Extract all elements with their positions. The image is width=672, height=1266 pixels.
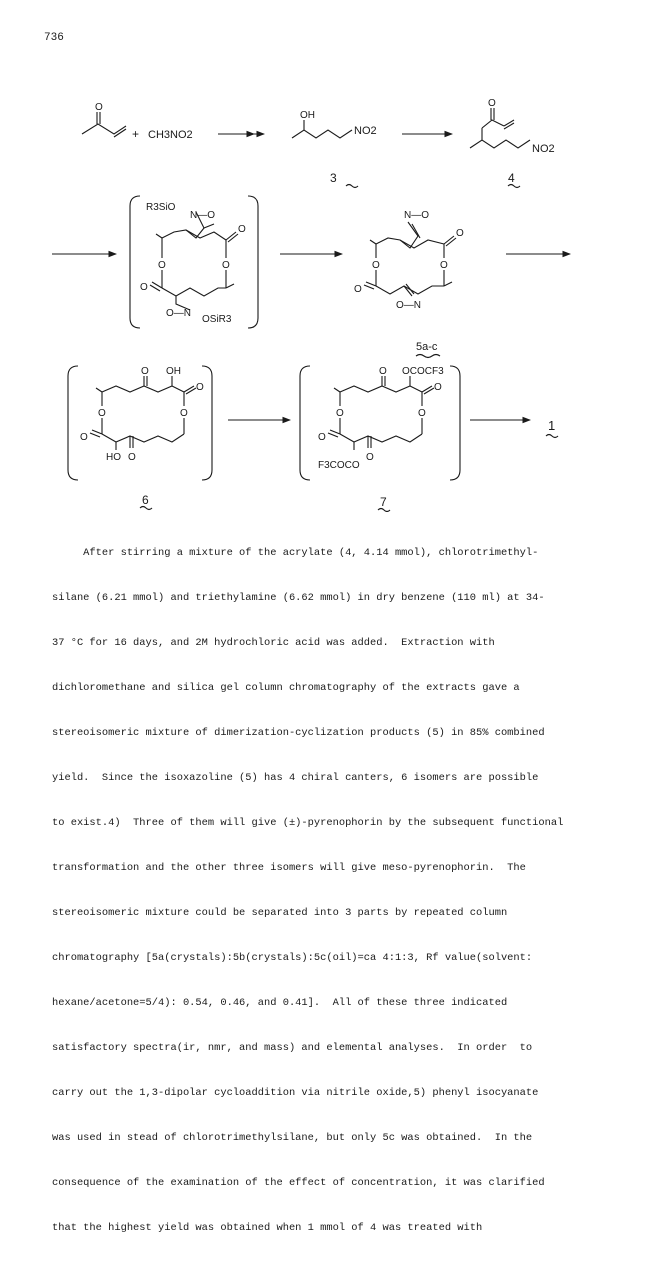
- iso-o-ring-l-label: O: [372, 260, 380, 271]
- text-line: After stirring a mixture of the acrylate (4, 4.14 mmol), chlorotrimethyl-: [52, 547, 539, 559]
- c6-o-right-label: O: [196, 382, 204, 393]
- text-line: satisfactory spectra(ir, nmr, and mass) and elemental analyses. In order to: [52, 1042, 533, 1054]
- iso-o-ring-r-label: O: [440, 260, 448, 271]
- iso-o-right-label: O: [456, 228, 464, 239]
- bracket-right-dimer: [248, 196, 258, 328]
- bracket-left-dimer: [130, 196, 140, 328]
- dimer-o-ring-r-label: O: [222, 260, 230, 271]
- text-line: stereoisomeric mixture could be separated into 3 parts by repeated column: [52, 907, 508, 919]
- compound-label-5ac: 5a-c: [416, 341, 438, 353]
- cmpd4-o-label: O: [488, 98, 496, 109]
- text-line: yield. Since the isoxazoline (5) has 4 chiral canters, 6 isomers are possible: [52, 772, 539, 784]
- compound-label-4: 4: [508, 171, 515, 185]
- cmpd4-no2-label: NO2: [532, 143, 555, 155]
- c6-o-ring-r-label: O: [180, 408, 188, 419]
- c7-o-left-label: O: [318, 432, 326, 443]
- plus-sign: +: [132, 127, 140, 141]
- bracket-left-7: [300, 366, 310, 480]
- c7-o-bottom-label: O: [366, 452, 374, 463]
- dimer-osir3-label: OSiR3: [202, 314, 232, 325]
- text-line: chromatography [5a(crystals):5b(crystals):5c(oil)=ca 4:1:3, Rf value(solvent:: [52, 952, 533, 964]
- reaction-scheme: [0, 0, 672, 512]
- text-line: 37 °C for 16 days, and 2M hydrochloric acid was added. Extraction with: [52, 637, 495, 649]
- compound-label-7: 7: [380, 495, 387, 509]
- bracket-right-7: [450, 366, 460, 480]
- c6-o-label: O: [141, 366, 149, 377]
- isoxazoline-dimer-structure: [364, 222, 456, 296]
- text-line: silane (6.21 mmol) and triethylamine (6.62 mmol) in dry benzene (110 ml) at 34-: [52, 592, 545, 604]
- iso-o-left-label: O: [354, 284, 362, 295]
- text-line: was used in stead of chlorotrimethylsilane, but only 5c was obtained. In the: [52, 1132, 533, 1144]
- compound-4-structure: [470, 108, 530, 148]
- dimer-r3sio-label: R3SiO: [146, 202, 176, 213]
- body-paragraph: [52, 516, 642, 1266]
- page-number: 736: [44, 32, 64, 44]
- iso-no-top-label: N—O: [404, 210, 429, 221]
- bracket-left-6: [68, 366, 78, 480]
- compound-label-1: 1: [548, 418, 556, 433]
- methyl-vinyl-ketone-structure: [82, 112, 126, 137]
- text-line: transformation and the other three isomers will give meso-pyrenophorin. The: [52, 862, 526, 874]
- nitromethane-label: CH3NO2: [148, 129, 193, 141]
- compound-3-structure: [292, 120, 352, 138]
- c6-oh-label: OH: [166, 366, 181, 377]
- text-line: stereoisomeric mixture of dimerization-cyclization products (5) in 85% combined: [52, 727, 545, 739]
- label-5ac-tilde: [416, 355, 440, 358]
- dimer-o-left-label: O: [140, 282, 148, 293]
- c7-o-right-label: O: [434, 382, 442, 393]
- c7-o-label: O: [379, 366, 387, 377]
- c6-o-bottom-label: O: [128, 452, 136, 463]
- c7-ococf3-label: OCOCF3: [402, 366, 444, 377]
- dimer-no-top-label: N—O: [190, 210, 215, 221]
- iso-on-bottom-label: O—N: [396, 300, 421, 311]
- dimer-o-right-label: O: [238, 224, 246, 235]
- cmpd3-oh-label: OH: [300, 110, 315, 121]
- c7-f3coco-label: F3COCO: [318, 460, 360, 471]
- dimer-o-ring-l-label: O: [158, 260, 166, 271]
- reactant-o-label: O: [95, 102, 103, 113]
- text-line: carry out the 1,3-dipolar cycloaddition via nitrile oxide,5) phenyl isocyanate: [52, 1087, 539, 1099]
- c7-o-ring-r-label: O: [418, 408, 426, 419]
- c6-o-ring-l-label: O: [98, 408, 106, 419]
- c6-o-left-label: O: [80, 432, 88, 443]
- label-3-tilde: [346, 185, 358, 188]
- compound-label-3: 3: [330, 171, 337, 185]
- text-line: dichloromethane and silica gel column chromatography of the extracts gave a: [52, 682, 520, 694]
- label-1-tilde: [546, 435, 558, 438]
- compound-label-6: 6: [142, 493, 149, 507]
- text-line: hexane/acetone=5/4): 0.54, 0.46, and 0.41]. All of these three indicated: [52, 997, 508, 1009]
- text-line: consequence of the examination of the effect of concentration, it was clarified: [52, 1177, 545, 1189]
- cmpd3-no2-label: NO2: [354, 125, 377, 137]
- c6-ho-label: HO: [106, 452, 121, 463]
- text-line: that the highest yield was obtained when 1 mmol of 4 was treated with: [52, 1222, 483, 1234]
- dimer-no-bottom-label: O—N: [166, 308, 191, 319]
- text-line: to exist.4) Three of them will give (±)-pyrenophorin by the subsequent functional: [52, 817, 564, 829]
- c7-o-ring-l-label: O: [336, 408, 344, 419]
